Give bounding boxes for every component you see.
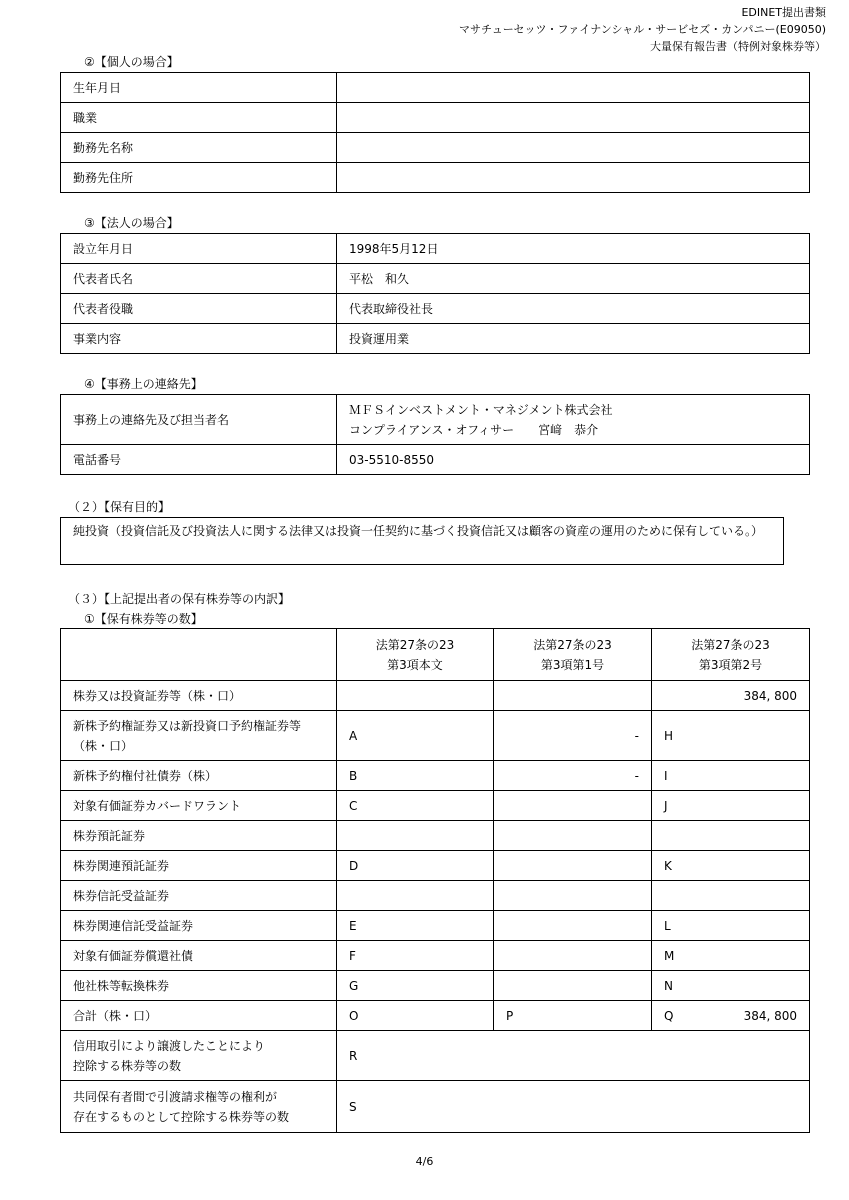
table-row (61, 681, 810, 711)
holdings-table (60, 628, 810, 1133)
row-value: 平松 和久 (337, 264, 810, 294)
column-header-item2: 法第27条の23 第3項第2号 (652, 629, 810, 681)
holdings-section-title: （３）【上記提出者の保有株券等の内訳】 (68, 592, 291, 606)
cell-c3: J (652, 791, 810, 821)
header-line-1: EDINET提出書類 (741, 6, 826, 19)
total-c3-value: 384, 800 (743, 1008, 797, 1023)
cell-c2 (494, 971, 652, 1001)
cell-c1: F (337, 941, 494, 971)
table-row (61, 711, 810, 761)
phone-label: 電話番号 (61, 445, 337, 475)
cell-c2 (494, 911, 652, 941)
table-row (61, 911, 810, 941)
row-label: 代表者氏名 (61, 264, 337, 294)
row-label: 生年月日 (61, 73, 337, 103)
header-blank (61, 629, 337, 681)
table-row (61, 761, 810, 791)
row-value (337, 103, 810, 133)
table-row (61, 791, 810, 821)
contact-section-title: ④【事務上の連絡先】 (84, 377, 203, 391)
contact-officer: コンプライアンス・オフィサー 宮﨑 恭介 (349, 422, 599, 437)
row-value: 投資運用業 (337, 324, 810, 354)
cell-c2 (494, 681, 652, 711)
table-row (61, 851, 810, 881)
total-row (61, 1001, 810, 1031)
column-header-main: 法第27条の23 第3項本文 (337, 629, 494, 681)
credit-value: R (337, 1031, 810, 1081)
row-label: 株券預託証券 (61, 821, 337, 851)
row-label: 新株予約権証券又は新投資口予約権証券等（株・口） (61, 711, 337, 761)
column-header-item1: 法第27条の23 第3項第1号 (494, 629, 652, 681)
credit-deduction-row (61, 1031, 810, 1081)
cell-c2 (494, 881, 652, 911)
header-line-2: マサチューセッツ・ファイナンシャル・サービセズ・カンパニー(E09050) (459, 23, 826, 36)
cell-c2 (494, 941, 652, 971)
table-row (61, 821, 810, 851)
row-value (337, 163, 810, 193)
row-label: 対象有価証券カバードワラント (61, 791, 337, 821)
cell-c1 (337, 881, 494, 911)
cell-c2: - (494, 761, 652, 791)
purpose-section-title: （２）【保有目的】 (68, 500, 171, 514)
joint-label: 共同保有者間で引渡請求権等の権利が 存在するものとして控除する株券等の数 (61, 1081, 337, 1133)
row-label: 勤務先名称 (61, 133, 337, 163)
corporate-table (60, 233, 810, 354)
row-value (337, 133, 810, 163)
total-c2: P (494, 1001, 652, 1031)
total-label: 合計（株・口） (61, 1001, 337, 1031)
table-row (61, 445, 810, 475)
document-header (459, 4, 826, 55)
credit-label: 信用取引により譲渡したことにより 控除する株券等の数 (61, 1031, 337, 1081)
table-row (61, 395, 810, 445)
table-row (61, 133, 810, 163)
table-row (61, 163, 810, 193)
row-label: 株券又は投資証券等（株・口） (61, 681, 337, 711)
holdings-subtitle: ①【保有株券等の数】 (84, 612, 203, 626)
table-row (61, 294, 810, 324)
cell-c3: M (652, 941, 810, 971)
cell-c3: N (652, 971, 810, 1001)
row-label: 事業内容 (61, 324, 337, 354)
purpose-text: 純投資（投資信託及び投資法人に関する法律又は投資一任契約に基づく投資信託又は顧客の資産の運用のために保有している。） (60, 517, 784, 565)
cell-c3: K (652, 851, 810, 881)
table-header-row (61, 629, 810, 681)
row-value (337, 73, 810, 103)
row-label: 代表者役職 (61, 294, 337, 324)
row-label: 対象有価証券償還社債 (61, 941, 337, 971)
cell-c2 (494, 821, 652, 851)
cell-c1: B (337, 761, 494, 791)
row-label: 勤務先住所 (61, 163, 337, 193)
table-row (61, 971, 810, 1001)
cell-c3: 384, 800 (652, 681, 810, 711)
total-c3 (652, 1001, 810, 1031)
cell-c1: A (337, 711, 494, 761)
cell-c3: I (652, 761, 810, 791)
cell-c2 (494, 851, 652, 881)
cell-c3 (652, 821, 810, 851)
table-row (61, 881, 810, 911)
row-label: 他社株等転換株券 (61, 971, 337, 1001)
cell-c1 (337, 681, 494, 711)
table-row (61, 941, 810, 971)
cell-c1: D (337, 851, 494, 881)
total-c3-letter: Q (664, 1008, 674, 1023)
cell-c1: G (337, 971, 494, 1001)
cell-c3: L (652, 911, 810, 941)
header-line-3: 大量保有報告書（特例対象株券等） (650, 40, 826, 53)
contact-person-label: 事務上の連絡先及び担当者名 (61, 395, 337, 445)
corporate-section-title: ③【法人の場合】 (84, 216, 179, 230)
page-number: 4/6 (415, 1155, 434, 1168)
joint-value: S (337, 1081, 810, 1133)
individual-section-title: ②【個人の場合】 (84, 55, 179, 69)
phone-value: 03-5510-8550 (337, 445, 810, 475)
contact-table (60, 394, 810, 475)
cell-c1 (337, 821, 494, 851)
cell-c1: E (337, 911, 494, 941)
joint-deduction-row (61, 1081, 810, 1133)
table-row (61, 73, 810, 103)
row-label: 新株予約権付社債券（株） (61, 761, 337, 791)
row-label: 株券関連信託受益証券 (61, 911, 337, 941)
table-row (61, 264, 810, 294)
row-label: 株券関連預託証券 (61, 851, 337, 881)
cell-c2: - (494, 711, 652, 761)
row-label: 株券信託受益証券 (61, 881, 337, 911)
cell-c2 (494, 791, 652, 821)
table-row (61, 234, 810, 264)
table-row (61, 324, 810, 354)
contact-company: ＭＦＳインベストメント・マネジメント株式会社 (349, 402, 613, 417)
table-row (61, 103, 810, 133)
individual-table (60, 72, 810, 193)
contact-person-value (337, 395, 810, 445)
row-value: 代表取締役社長 (337, 294, 810, 324)
total-c1: O (337, 1001, 494, 1031)
cell-c1: C (337, 791, 494, 821)
cell-c3 (652, 881, 810, 911)
row-label: 職業 (61, 103, 337, 133)
cell-c3: H (652, 711, 810, 761)
row-value: 1998年5月12日 (337, 234, 810, 264)
row-label: 設立年月日 (61, 234, 337, 264)
